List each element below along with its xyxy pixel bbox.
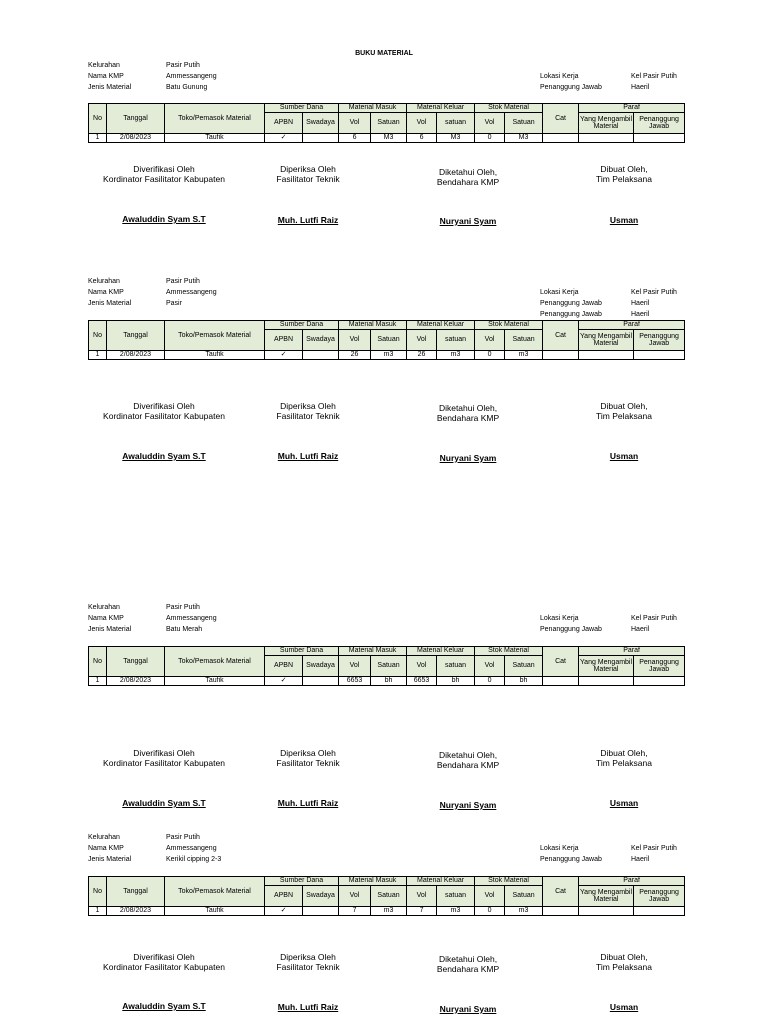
- signature-role-line: Diperiksa Oleh: [280, 164, 336, 174]
- cell-apbn-check-icon: ✓: [265, 134, 303, 143]
- cell-cat: [543, 351, 579, 360]
- header-keluar-satuan: satuan: [437, 330, 475, 351]
- header-paraf: Paraf: [579, 647, 685, 656]
- penanggung-jawab-value: Haeril: [631, 311, 650, 318]
- signer-name-inspector: Muh. Lutfi Raiz: [277, 798, 339, 808]
- signature-role-line: Diperiksa Oleh: [280, 401, 336, 411]
- jenis-material-value: Pasir: [166, 300, 182, 307]
- header-material-masuk: Material Masuk: [339, 321, 407, 330]
- cell-tanggal: 2/08/2023: [107, 677, 165, 686]
- material-table: [88, 320, 685, 360]
- cell-paraf-ambil: [579, 907, 634, 916]
- header-keluar-vol: Vol: [407, 886, 437, 907]
- signature-role-line: Bendahara KMP: [436, 760, 500, 770]
- nama-kmp-label: Nama KMP: [88, 73, 124, 80]
- signer-name-treasurer: Nuryani Syam: [439, 216, 497, 226]
- cell-swadaya: [303, 351, 339, 360]
- cell-swadaya: [303, 907, 339, 916]
- signer-name-inspector: Muh. Lutfi Raiz: [277, 215, 339, 225]
- header-apbn: APBN: [265, 330, 303, 351]
- header-cat: Cat: [543, 877, 579, 907]
- header-no: No: [89, 647, 107, 677]
- signature-role-line: Tim Pelaksana: [596, 758, 652, 768]
- signature-role-line: Fasilitator Teknik: [276, 174, 340, 184]
- header-cat: Cat: [543, 321, 579, 351]
- signature-treasurer: [418, 403, 518, 423]
- signature-verifier: [64, 401, 264, 421]
- header-sumber-dana: Sumber Dana: [265, 321, 339, 330]
- cell-tanggal: 2/08/2023: [107, 134, 165, 143]
- signer-name-maker: Usman: [609, 798, 639, 808]
- cell-paraf-ambil: [579, 677, 634, 686]
- cell-apbn-check-icon: ✓: [265, 351, 303, 360]
- signer-name-treasurer: Nuryani Syam: [439, 800, 497, 810]
- cell-paraf-pj: [634, 907, 685, 916]
- cell-keluar-vol: 6: [407, 134, 437, 143]
- signature-role-line: Diketahui Oleh,: [438, 750, 498, 760]
- signature-role-line: Dibuat Oleh,: [600, 164, 648, 174]
- cell-toko: Taufik: [165, 907, 265, 916]
- header-yang-mengambil: Yang Mengambil Material: [579, 113, 634, 134]
- header-material-keluar: Material Keluar: [407, 647, 475, 656]
- signature-role-line: Fasilitator Teknik: [276, 962, 340, 972]
- signature-role-line: Kordinator Fasilitator Kabupaten: [103, 411, 225, 421]
- signature-role-line: Diverifikasi Oleh: [133, 748, 195, 758]
- cell-stok-vol: 0: [475, 351, 505, 360]
- signature-inspector: [258, 401, 358, 421]
- header-stok-vol: Vol: [475, 886, 505, 907]
- cell-paraf-pj: [634, 351, 685, 360]
- jenis-material-value: Kerikil cipping 2-3: [166, 856, 222, 863]
- header-stok-vol: Vol: [475, 113, 505, 134]
- section-location: [540, 613, 677, 635]
- header-stok-material: Stok Material: [475, 877, 543, 886]
- lokasi-kerja-label: Lokasi Kerja: [540, 73, 579, 80]
- cell-stok-satuan: M3: [505, 134, 543, 143]
- section-info: [88, 276, 217, 309]
- lokasi-kerja-value: Kel Pasir Putih: [631, 73, 677, 80]
- header-masuk-vol: Vol: [339, 886, 371, 907]
- header-sumber-dana: Sumber Dana: [265, 104, 339, 113]
- signer-name-verifier: Awaluddin Syam S.T: [122, 451, 206, 461]
- header-keluar-satuan: satuan: [437, 113, 475, 134]
- nama-kmp-value: Ammessangeng: [166, 615, 217, 622]
- cell-stok-satuan: m3: [505, 351, 543, 360]
- header-masuk-vol: Vol: [339, 113, 371, 134]
- penanggung-jawab-label: Penanggung Jawab: [540, 84, 602, 91]
- nama-kmp-label: Nama KMP: [88, 615, 124, 622]
- header-paraf: Paraf: [579, 104, 685, 113]
- signature-inspector: [258, 748, 358, 768]
- cell-apbn-check-icon: ✓: [265, 677, 303, 686]
- header-masuk-satuan: Satuan: [371, 656, 407, 677]
- jenis-material-label: Jenis Material: [88, 300, 132, 307]
- signature-role-line: Dibuat Oleh,: [600, 401, 648, 411]
- signature-role-line: Diketahui Oleh,: [438, 167, 498, 177]
- table-row: [89, 677, 685, 686]
- header-masuk-satuan: Satuan: [371, 330, 407, 351]
- cell-swadaya: [303, 134, 339, 143]
- section-info: [88, 60, 217, 93]
- header-toko: Toko/Pemasok Material: [165, 647, 265, 677]
- signer-name-treasurer: Nuryani Syam: [439, 1004, 497, 1014]
- signature-role-line: Fasilitator Teknik: [276, 758, 340, 768]
- header-cat: Cat: [543, 647, 579, 677]
- signer-name-verifier: Awaluddin Syam S.T: [122, 798, 206, 808]
- lokasi-kerja-label: Lokasi Kerja: [540, 845, 579, 852]
- nama-kmp-label: Nama KMP: [88, 289, 124, 296]
- header-sumber-dana: Sumber Dana: [265, 647, 339, 656]
- kelurahan-value: Pasir Putih: [166, 834, 200, 841]
- section-info: [88, 832, 221, 865]
- header-sumber-dana: Sumber Dana: [265, 877, 339, 886]
- header-stok-material: Stok Material: [475, 321, 543, 330]
- header-tanggal: Tanggal: [107, 104, 165, 134]
- header-keluar-vol: Vol: [407, 330, 437, 351]
- header-tanggal: Tanggal: [107, 877, 165, 907]
- cell-masuk-satuan: m3: [371, 907, 407, 916]
- material-table: [88, 876, 685, 916]
- cell-stok-vol: 0: [475, 134, 505, 143]
- signer-name-inspector: Muh. Lutfi Raiz: [277, 1002, 339, 1012]
- cell-stok-satuan: m3: [505, 907, 543, 916]
- signature-verifier: [64, 952, 264, 972]
- signature-role-line: Tim Pelaksana: [596, 411, 652, 421]
- signature-role-line: Tim Pelaksana: [596, 174, 652, 184]
- signer-name-maker: Usman: [609, 215, 639, 225]
- penanggung-jawab-value: Haeril: [631, 84, 650, 91]
- header-no: No: [89, 877, 107, 907]
- signature-role-line: Kordinator Fasilitator Kabupaten: [103, 174, 225, 184]
- signature-maker: [574, 952, 674, 972]
- header-material-masuk: Material Masuk: [339, 877, 407, 886]
- jenis-material-label: Jenis Material: [88, 856, 132, 863]
- kelurahan-value: Pasir Putih: [166, 278, 200, 285]
- lokasi-kerja-label: Lokasi Kerja: [540, 289, 579, 296]
- header-keluar-vol: Vol: [407, 656, 437, 677]
- nama-kmp-value: Ammessangeng: [166, 845, 217, 852]
- penanggung-jawab-value: Haeril: [631, 300, 650, 307]
- header-no: No: [89, 321, 107, 351]
- header-toko: Toko/Pemasok Material: [165, 104, 265, 134]
- header-yang-mengambil: Yang Mengambil Material: [579, 886, 634, 907]
- cell-keluar-satuan: M3: [437, 134, 475, 143]
- cell-keluar-vol: 6653: [407, 677, 437, 686]
- cell-masuk-vol: 7: [339, 907, 371, 916]
- kelurahan-label: Kelurahan: [88, 62, 120, 69]
- signature-role-line: Diketahui Oleh,: [438, 403, 498, 413]
- header-stok-vol: Vol: [475, 330, 505, 351]
- cell-swadaya: [303, 677, 339, 686]
- header-paraf: Paraf: [579, 877, 685, 886]
- signature-role-line: Bendahara KMP: [436, 177, 500, 187]
- kelurahan-label: Kelurahan: [88, 604, 120, 611]
- signer-name-maker: Usman: [609, 1002, 639, 1012]
- header-material-masuk: Material Masuk: [339, 647, 407, 656]
- cell-keluar-satuan: bh: [437, 677, 475, 686]
- signature-role-line: Diverifikasi Oleh: [133, 952, 195, 962]
- penanggung-jawab-value: Haeril: [631, 856, 650, 863]
- header-apbn: APBN: [265, 886, 303, 907]
- signature-inspector: [258, 164, 358, 184]
- nama-kmp-label: Nama KMP: [88, 845, 124, 852]
- cell-no: 1: [89, 351, 107, 360]
- cell-masuk-vol: 6653: [339, 677, 371, 686]
- document-title: BUKU MATERIAL: [355, 50, 413, 57]
- nama-kmp-value: Ammessangeng: [166, 73, 217, 80]
- header-penanggung-jawab: Penanggung Jawab: [634, 330, 685, 351]
- penanggung-jawab-label: Penanggung Jawab: [540, 626, 602, 633]
- signature-role-line: Diperiksa Oleh: [280, 952, 336, 962]
- table-row: [89, 134, 685, 143]
- header-toko: Toko/Pemasok Material: [165, 321, 265, 351]
- cell-cat: [543, 677, 579, 686]
- signature-role-line: Tim Pelaksana: [596, 962, 652, 972]
- signature-maker: [574, 748, 674, 768]
- signature-verifier: [64, 748, 264, 768]
- header-masuk-vol: Vol: [339, 656, 371, 677]
- cell-toko: Taufik: [165, 351, 265, 360]
- signature-role-line: Dibuat Oleh,: [600, 748, 648, 758]
- header-cat: Cat: [543, 104, 579, 134]
- cell-masuk-vol: 26: [339, 351, 371, 360]
- penanggung-jawab-label: Penanggung Jawab: [540, 311, 602, 318]
- header-swadaya: Swadaya: [303, 113, 339, 134]
- header-keluar-satuan: satuan: [437, 886, 475, 907]
- header-stok-satuan: Satuan: [505, 886, 543, 907]
- signature-role-line: Kordinator Fasilitator Kabupaten: [103, 962, 225, 972]
- signature-role-line: Bendahara KMP: [436, 413, 500, 423]
- signature-role-line: Diverifikasi Oleh: [133, 401, 195, 411]
- signature-role-line: Bendahara KMP: [436, 964, 500, 974]
- signature-role-line: Diperiksa Oleh: [280, 748, 336, 758]
- signature-verifier: [64, 164, 264, 184]
- kelurahan-value: Pasir Putih: [166, 604, 200, 611]
- jenis-material-label: Jenis Material: [88, 84, 132, 91]
- signature-treasurer: [418, 954, 518, 974]
- header-tanggal: Tanggal: [107, 321, 165, 351]
- header-swadaya: Swadaya: [303, 330, 339, 351]
- header-material-keluar: Material Keluar: [407, 104, 475, 113]
- table-row: [89, 351, 685, 360]
- cell-keluar-satuan: m3: [437, 351, 475, 360]
- section-location: [540, 71, 677, 93]
- lokasi-kerja-value: Kel Pasir Putih: [631, 289, 677, 296]
- header-stok-material: Stok Material: [475, 647, 543, 656]
- cell-cat: [543, 134, 579, 143]
- signer-name-maker: Usman: [609, 451, 639, 461]
- cell-no: 1: [89, 907, 107, 916]
- header-masuk-satuan: Satuan: [371, 886, 407, 907]
- cell-apbn-check-icon: ✓: [265, 907, 303, 916]
- signature-role-line: Kordinator Fasilitator Kabupaten: [103, 758, 225, 768]
- header-penanggung-jawab: Penanggung Jawab: [634, 656, 685, 677]
- cell-paraf-ambil: [579, 134, 634, 143]
- signature-role-line: Diverifikasi Oleh: [133, 164, 195, 174]
- header-stok-satuan: Satuan: [505, 330, 543, 351]
- cell-masuk-satuan: M3: [371, 134, 407, 143]
- header-yang-mengambil: Yang Mengambil Material: [579, 330, 634, 351]
- jenis-material-value: Batu Merah: [166, 626, 203, 633]
- signature-treasurer: [418, 167, 518, 187]
- header-stok-satuan: Satuan: [505, 656, 543, 677]
- cell-toko: Taufik: [165, 134, 265, 143]
- cell-cat: [543, 907, 579, 916]
- header-paraf: Paraf: [579, 321, 685, 330]
- header-yang-mengambil: Yang Mengambil Material: [579, 656, 634, 677]
- signature-maker: [574, 164, 674, 184]
- section-info: [88, 602, 217, 635]
- table-row: [89, 907, 685, 916]
- lokasi-kerja-value: Kel Pasir Putih: [631, 615, 677, 622]
- header-swadaya: Swadaya: [303, 886, 339, 907]
- header-material-masuk: Material Masuk: [339, 104, 407, 113]
- cell-paraf-ambil: [579, 351, 634, 360]
- jenis-material-value: Batu Gunung: [166, 84, 208, 91]
- material-table: [88, 103, 685, 143]
- penanggung-jawab-label: Penanggung Jawab: [540, 300, 602, 307]
- signature-maker: [574, 401, 674, 421]
- cell-masuk-satuan: m3: [371, 351, 407, 360]
- jenis-material-label: Jenis Material: [88, 626, 132, 633]
- signer-name-treasurer: Nuryani Syam: [439, 453, 497, 463]
- cell-masuk-satuan: bh: [371, 677, 407, 686]
- kelurahan-value: Pasir Putih: [166, 62, 200, 69]
- header-stok-material: Stok Material: [475, 104, 543, 113]
- header-apbn: APBN: [265, 113, 303, 134]
- cell-masuk-vol: 6: [339, 134, 371, 143]
- cell-no: 1: [89, 677, 107, 686]
- header-stok-satuan: Satuan: [505, 113, 543, 134]
- material-table: [88, 646, 685, 686]
- cell-paraf-pj: [634, 134, 685, 143]
- cell-no: 1: [89, 134, 107, 143]
- cell-stok-vol: 0: [475, 677, 505, 686]
- signature-role-line: Diketahui Oleh,: [438, 954, 498, 964]
- signer-name-verifier: Awaluddin Syam S.T: [122, 1001, 206, 1011]
- header-keluar-satuan: satuan: [437, 656, 475, 677]
- penanggung-jawab-label: Penanggung Jawab: [540, 856, 602, 863]
- signature-role-line: Fasilitator Teknik: [276, 411, 340, 421]
- kelurahan-label: Kelurahan: [88, 834, 120, 841]
- lokasi-kerja-label: Lokasi Kerja: [540, 615, 579, 622]
- cell-tanggal: 2/08/2023: [107, 907, 165, 916]
- signer-name-inspector: Muh. Lutfi Raiz: [277, 451, 339, 461]
- signature-inspector: [258, 952, 358, 972]
- signer-name-verifier: Awaluddin Syam S.T: [122, 214, 206, 224]
- header-material-keluar: Material Keluar: [407, 321, 475, 330]
- cell-tanggal: 2/08/2023: [107, 351, 165, 360]
- kelurahan-label: Kelurahan: [88, 278, 120, 285]
- nama-kmp-value: Ammessangeng: [166, 289, 217, 296]
- header-penanggung-jawab: Penanggung Jawab: [634, 113, 685, 134]
- signature-role-line: Dibuat Oleh,: [600, 952, 648, 962]
- cell-stok-vol: 0: [475, 907, 505, 916]
- cell-keluar-vol: 7: [407, 907, 437, 916]
- cell-keluar-vol: 26: [407, 351, 437, 360]
- section-location: [540, 843, 677, 865]
- signature-treasurer: [418, 750, 518, 770]
- cell-stok-satuan: bh: [505, 677, 543, 686]
- header-masuk-vol: Vol: [339, 330, 371, 351]
- header-swadaya: Swadaya: [303, 656, 339, 677]
- header-apbn: APBN: [265, 656, 303, 677]
- header-penanggung-jawab: Penanggung Jawab: [634, 886, 685, 907]
- header-tanggal: Tanggal: [107, 647, 165, 677]
- cell-keluar-satuan: m3: [437, 907, 475, 916]
- cell-toko: Taufik: [165, 677, 265, 686]
- header-masuk-satuan: Satuan: [371, 113, 407, 134]
- header-no: No: [89, 104, 107, 134]
- header-toko: Toko/Pemasok Material: [165, 877, 265, 907]
- header-material-keluar: Material Keluar: [407, 877, 475, 886]
- penanggung-jawab-value: Haeril: [631, 626, 650, 633]
- cell-paraf-pj: [634, 677, 685, 686]
- section-location: [540, 287, 677, 320]
- lokasi-kerja-value: Kel Pasir Putih: [631, 845, 677, 852]
- header-stok-vol: Vol: [475, 656, 505, 677]
- header-keluar-vol: Vol: [407, 113, 437, 134]
